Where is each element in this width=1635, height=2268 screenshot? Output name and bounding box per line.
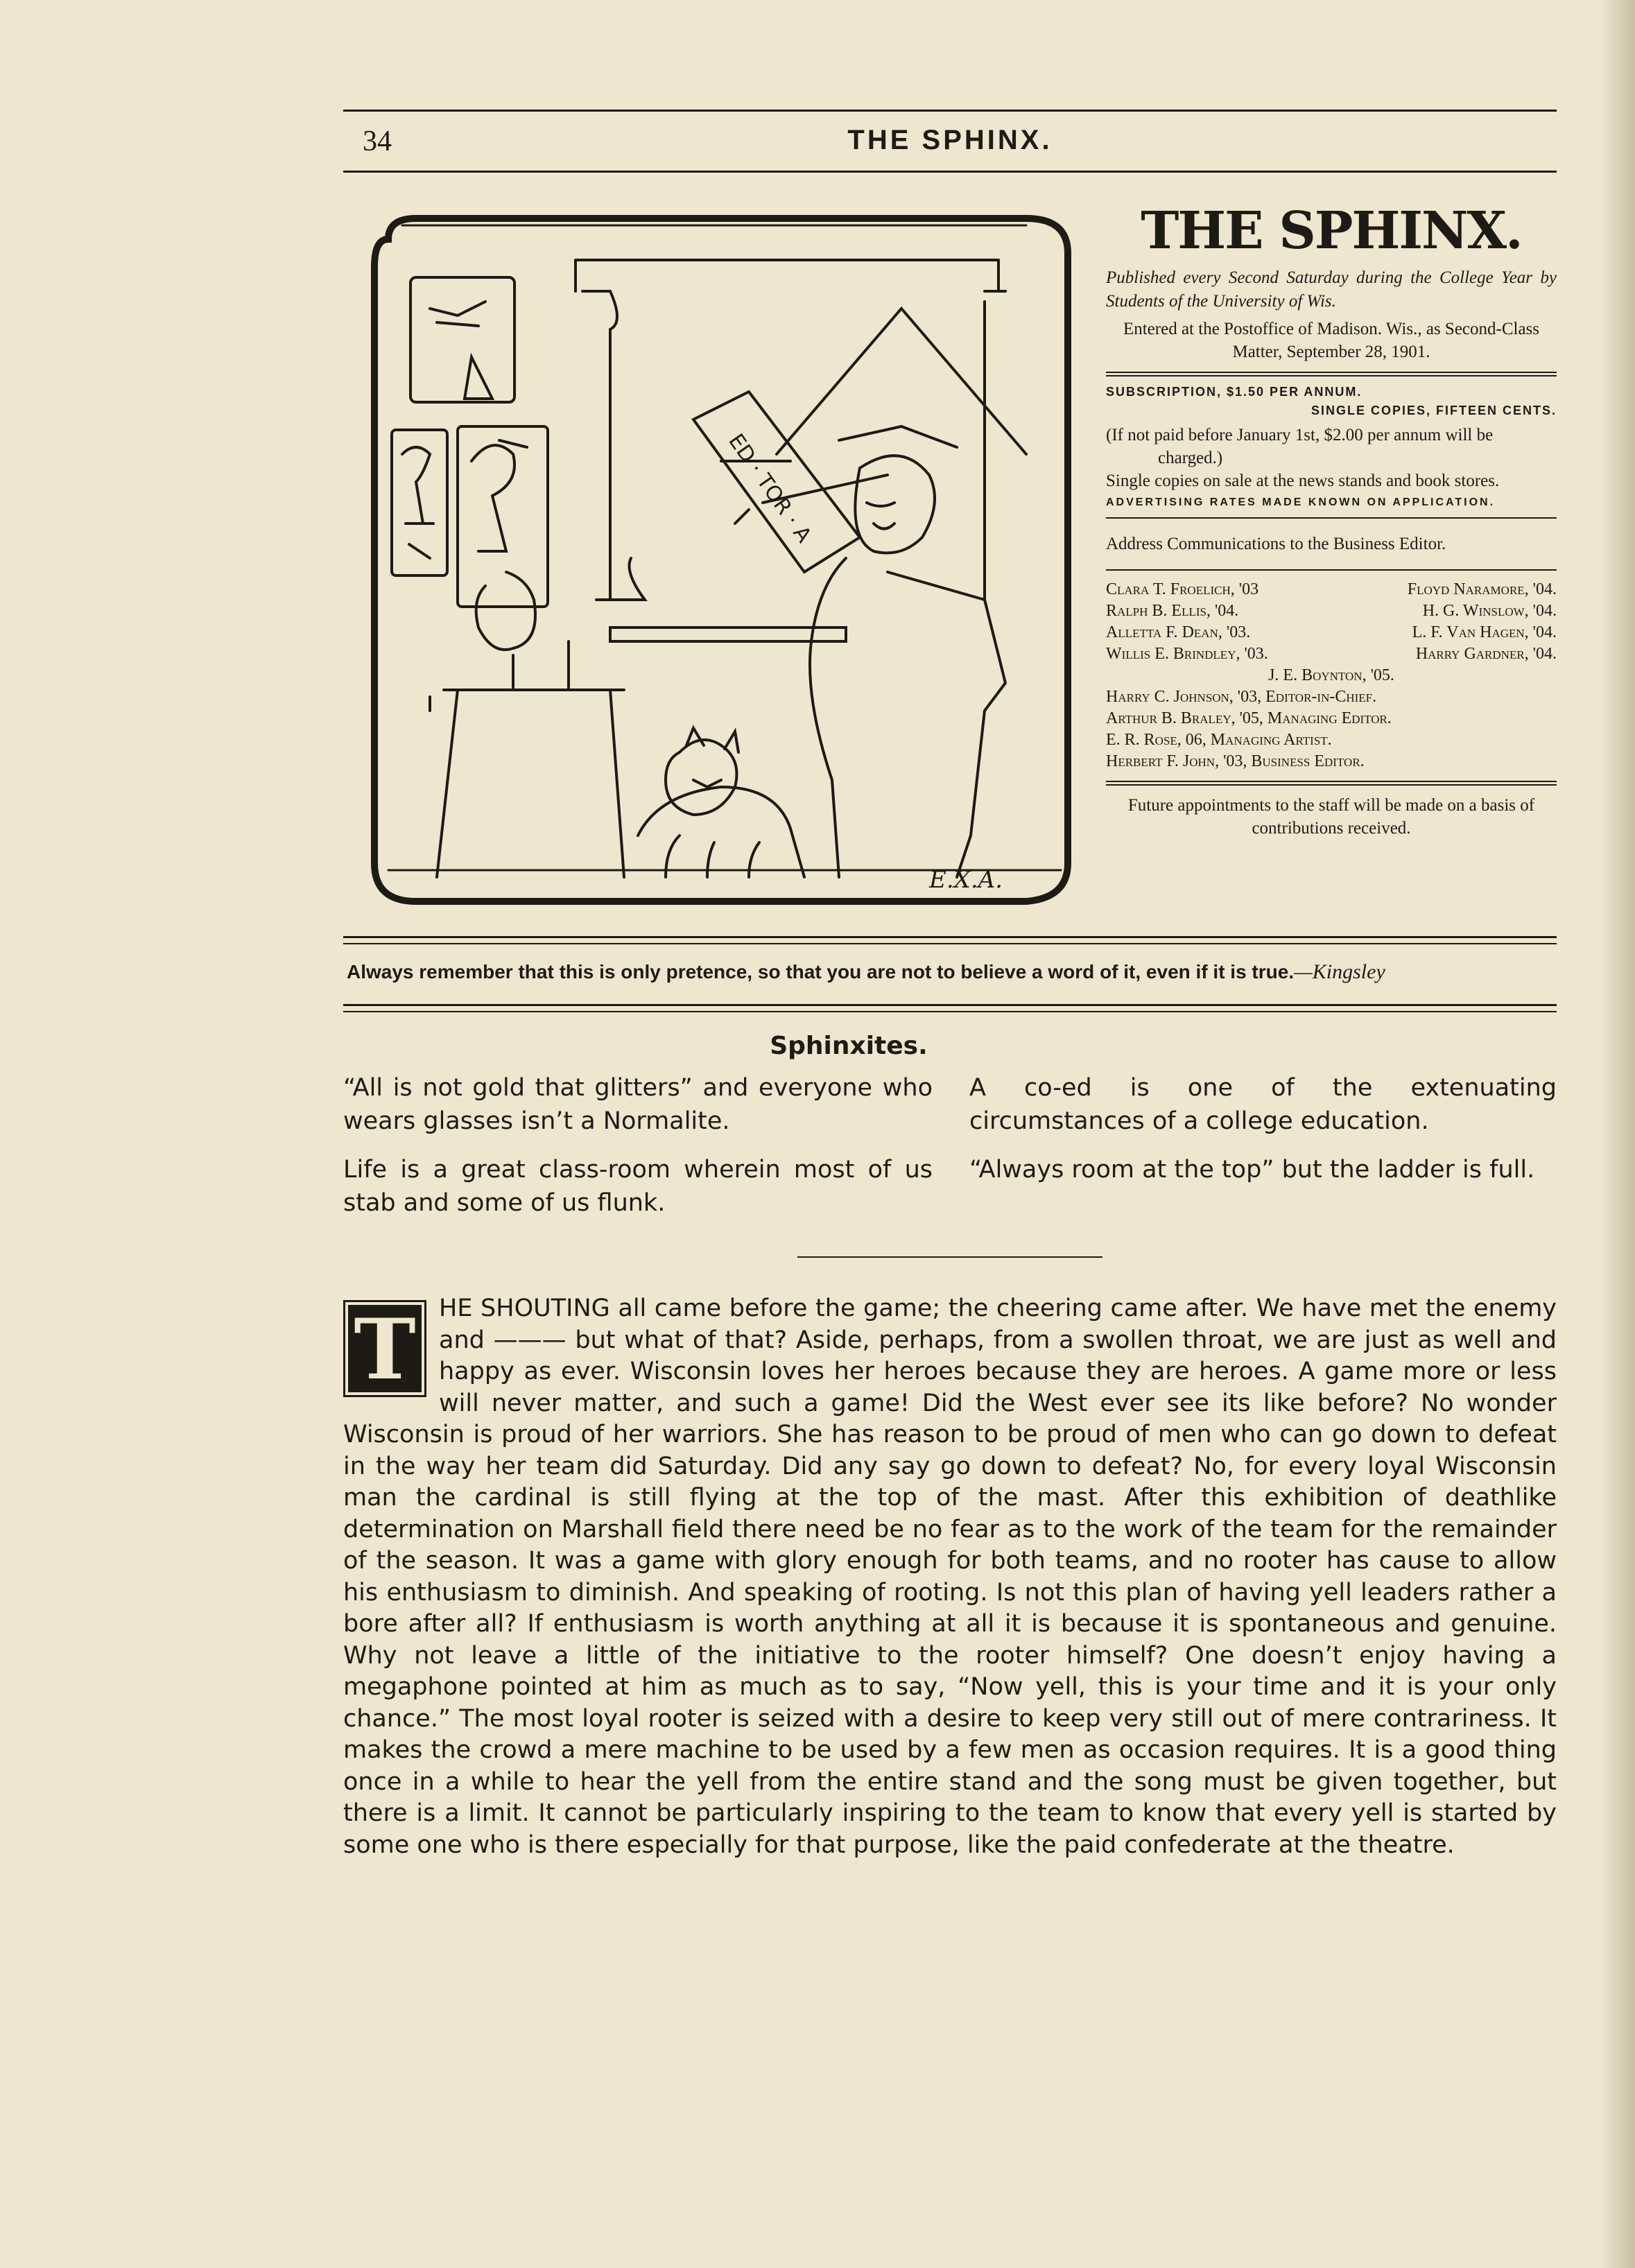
staff-member: Clara T. Froelich, '03	[1106, 580, 1259, 598]
top-rule	[343, 110, 1557, 112]
editorial-body: HE SHOUTING all came before the game; the cheering came after. We have met the enemy and ——— but what of that? Aside, perhaps, from a swollen throat, we are just as well and happy as ever. Wisconsin loves her heroes because they are heroes. A game more or less will never matter, and such a game! Did the West ever see its like before? No wonder Wisconsin is proud of her warriors. She has reason to be proud of men who can go down to defeat in the way her team did Saturday. Did any say go down to defeat? No, for every loyal Wisconsin man the cardinal is still flying at the top of the mast. After this exhibition of deathlike determination on Marshall field there need be no fear as to the work of the team for the remainder of the season. It was a game with glory enough for both teams, and no rooter has cause to allow his enthusiasm to diminish. And speaking of rooting. Is not this plan of having yell leaders rather a bore after all? If enthusiasm is worth anything at all it is because it is spontaneous and genuine. Why not leave a little of the initiative to the rooter himself? One doesn’t enjoy having a megaphone pointed at him as much as to say, “Now yell, this is your time and it is your only chance.” The most loyal rooter is seized with a desire to keep very still out of mere contrariness. It makes the crowd a mere machine to be used by a few men as occasion requires. It is a good thing once in a while to hear the yell from the entire stand and the song must be given together, but there is a limit. It cannot be particularly inspiring to the team to know that every yell is started by some one who is there especially for that purpose, like the paid confederate at the theatre.	[343, 1295, 1557, 1859]
masthead	[1106, 201, 1557, 840]
header-rule	[343, 171, 1557, 173]
news-stand-note: Single copies on sale at the news stands and book stores.	[1106, 471, 1500, 490]
masthead-divider	[1106, 517, 1557, 519]
staff-list	[1106, 579, 1557, 772]
single-copy-price: SINGLE COPIES, FIFTEEN CENTS.	[1310, 404, 1557, 417]
staff-member: Ralph B. Ellis, '04.	[1106, 602, 1239, 620]
advertising-note: ADVERTISING RATES MADE KNOWN ON APPLICATION.	[1106, 496, 1496, 508]
page-edge-shadow	[1600, 0, 1635, 2268]
staff-row	[1106, 600, 1557, 622]
staff-member: Herbert F. John, '03, Business Editor.	[1106, 752, 1365, 770]
quip: Life is a great class-room wherein most of us stab and some of us flunk.	[343, 1156, 933, 1217]
quip: A co-ed is one of the extenuating circumstances of a college education.	[969, 1074, 1557, 1135]
motto-bottom-rule	[343, 1011, 1557, 1012]
motto	[347, 960, 1557, 984]
staff-member: J. E. Boynton, '05.	[1268, 666, 1394, 684]
staff-member: L. F. Van Hagen, '04.	[1412, 623, 1557, 641]
staff-member: Alletta F. Dean, '03.	[1106, 623, 1251, 641]
staff-member: Harry C. Johnson, '03, Editor-in-Chief.	[1106, 688, 1377, 706]
masthead-title: THE SPHINX.	[1141, 201, 1522, 261]
staff-member: H. G. Winslow, '04.	[1422, 602, 1557, 620]
running-title: THE SPHINX.	[847, 125, 1053, 155]
running-header	[343, 125, 1557, 159]
address-note: Address Communications to the Business Editor.	[1106, 535, 1446, 553]
motto-top-rule	[343, 943, 1557, 944]
svg-text:ED · TOR · A: ED · TOR · A	[723, 429, 816, 548]
masthead-divider	[1106, 372, 1557, 376]
artist-signature: E.X.A.	[929, 866, 1003, 894]
future-appointments-note: Future appointments to the staff will be made on a basis of contributions received.	[1127, 796, 1535, 838]
staff-row	[1106, 643, 1557, 665]
motto-top-rule	[343, 936, 1557, 938]
motto-text: Always remember that this is only pretence, so that you are not to believe a word of it, even if it is true.	[347, 961, 1295, 982]
motto-author: —Kingsley	[1294, 960, 1385, 983]
masthead-divider	[1106, 781, 1557, 786]
editorial	[343, 1293, 1557, 1861]
quip: “Always room at the top” but the ladder is full.	[969, 1156, 1535, 1184]
motto-bottom-rule	[343, 1004, 1557, 1006]
sphinx-illustration	[361, 211, 1082, 912]
staff-member: Willis E. Brindley, '03.	[1106, 645, 1268, 663]
late-payment-note: (If not paid before January 1st, $2.00 per annum will be charged.)	[1106, 426, 1494, 467]
staff-row	[1106, 622, 1557, 643]
sphinxites-right-column	[969, 1071, 1557, 1202]
page-number: 34	[363, 125, 392, 157]
quip: “All is not gold that glitters” and everyone who wears glasses isn’t a Normalite.	[343, 1074, 933, 1135]
staff-member: Harry Gardner, '04.	[1415, 645, 1557, 663]
section-divider	[797, 1256, 1102, 1258]
section-title: Sphinxites.	[770, 1032, 928, 1060]
staff-row	[1106, 579, 1557, 600]
staff-member: Floyd Naramore, '04.	[1407, 580, 1557, 598]
drop-cap-letter: T	[348, 1305, 422, 1392]
sphinxites-left-column	[343, 1071, 933, 1235]
staff-member: E. R. Rose, 06, Managing Artist.	[1106, 731, 1332, 749]
entry-note: Entered at the Postoffice of Madison. Wis., as Second-Class Matter, September 28, 1901.	[1123, 320, 1540, 361]
publication-note: Published every Second Saturday during the College Year by Students of the University of Wis.	[1106, 268, 1557, 311]
drop-cap	[343, 1300, 426, 1397]
masthead-divider	[1106, 569, 1557, 571]
subscription-rate: SUBSCRIPTION, $1.50 PER ANNUM.	[1106, 385, 1362, 399]
staff-member: Arthur B. Braley, '05, Managing Editor.	[1106, 709, 1392, 727]
